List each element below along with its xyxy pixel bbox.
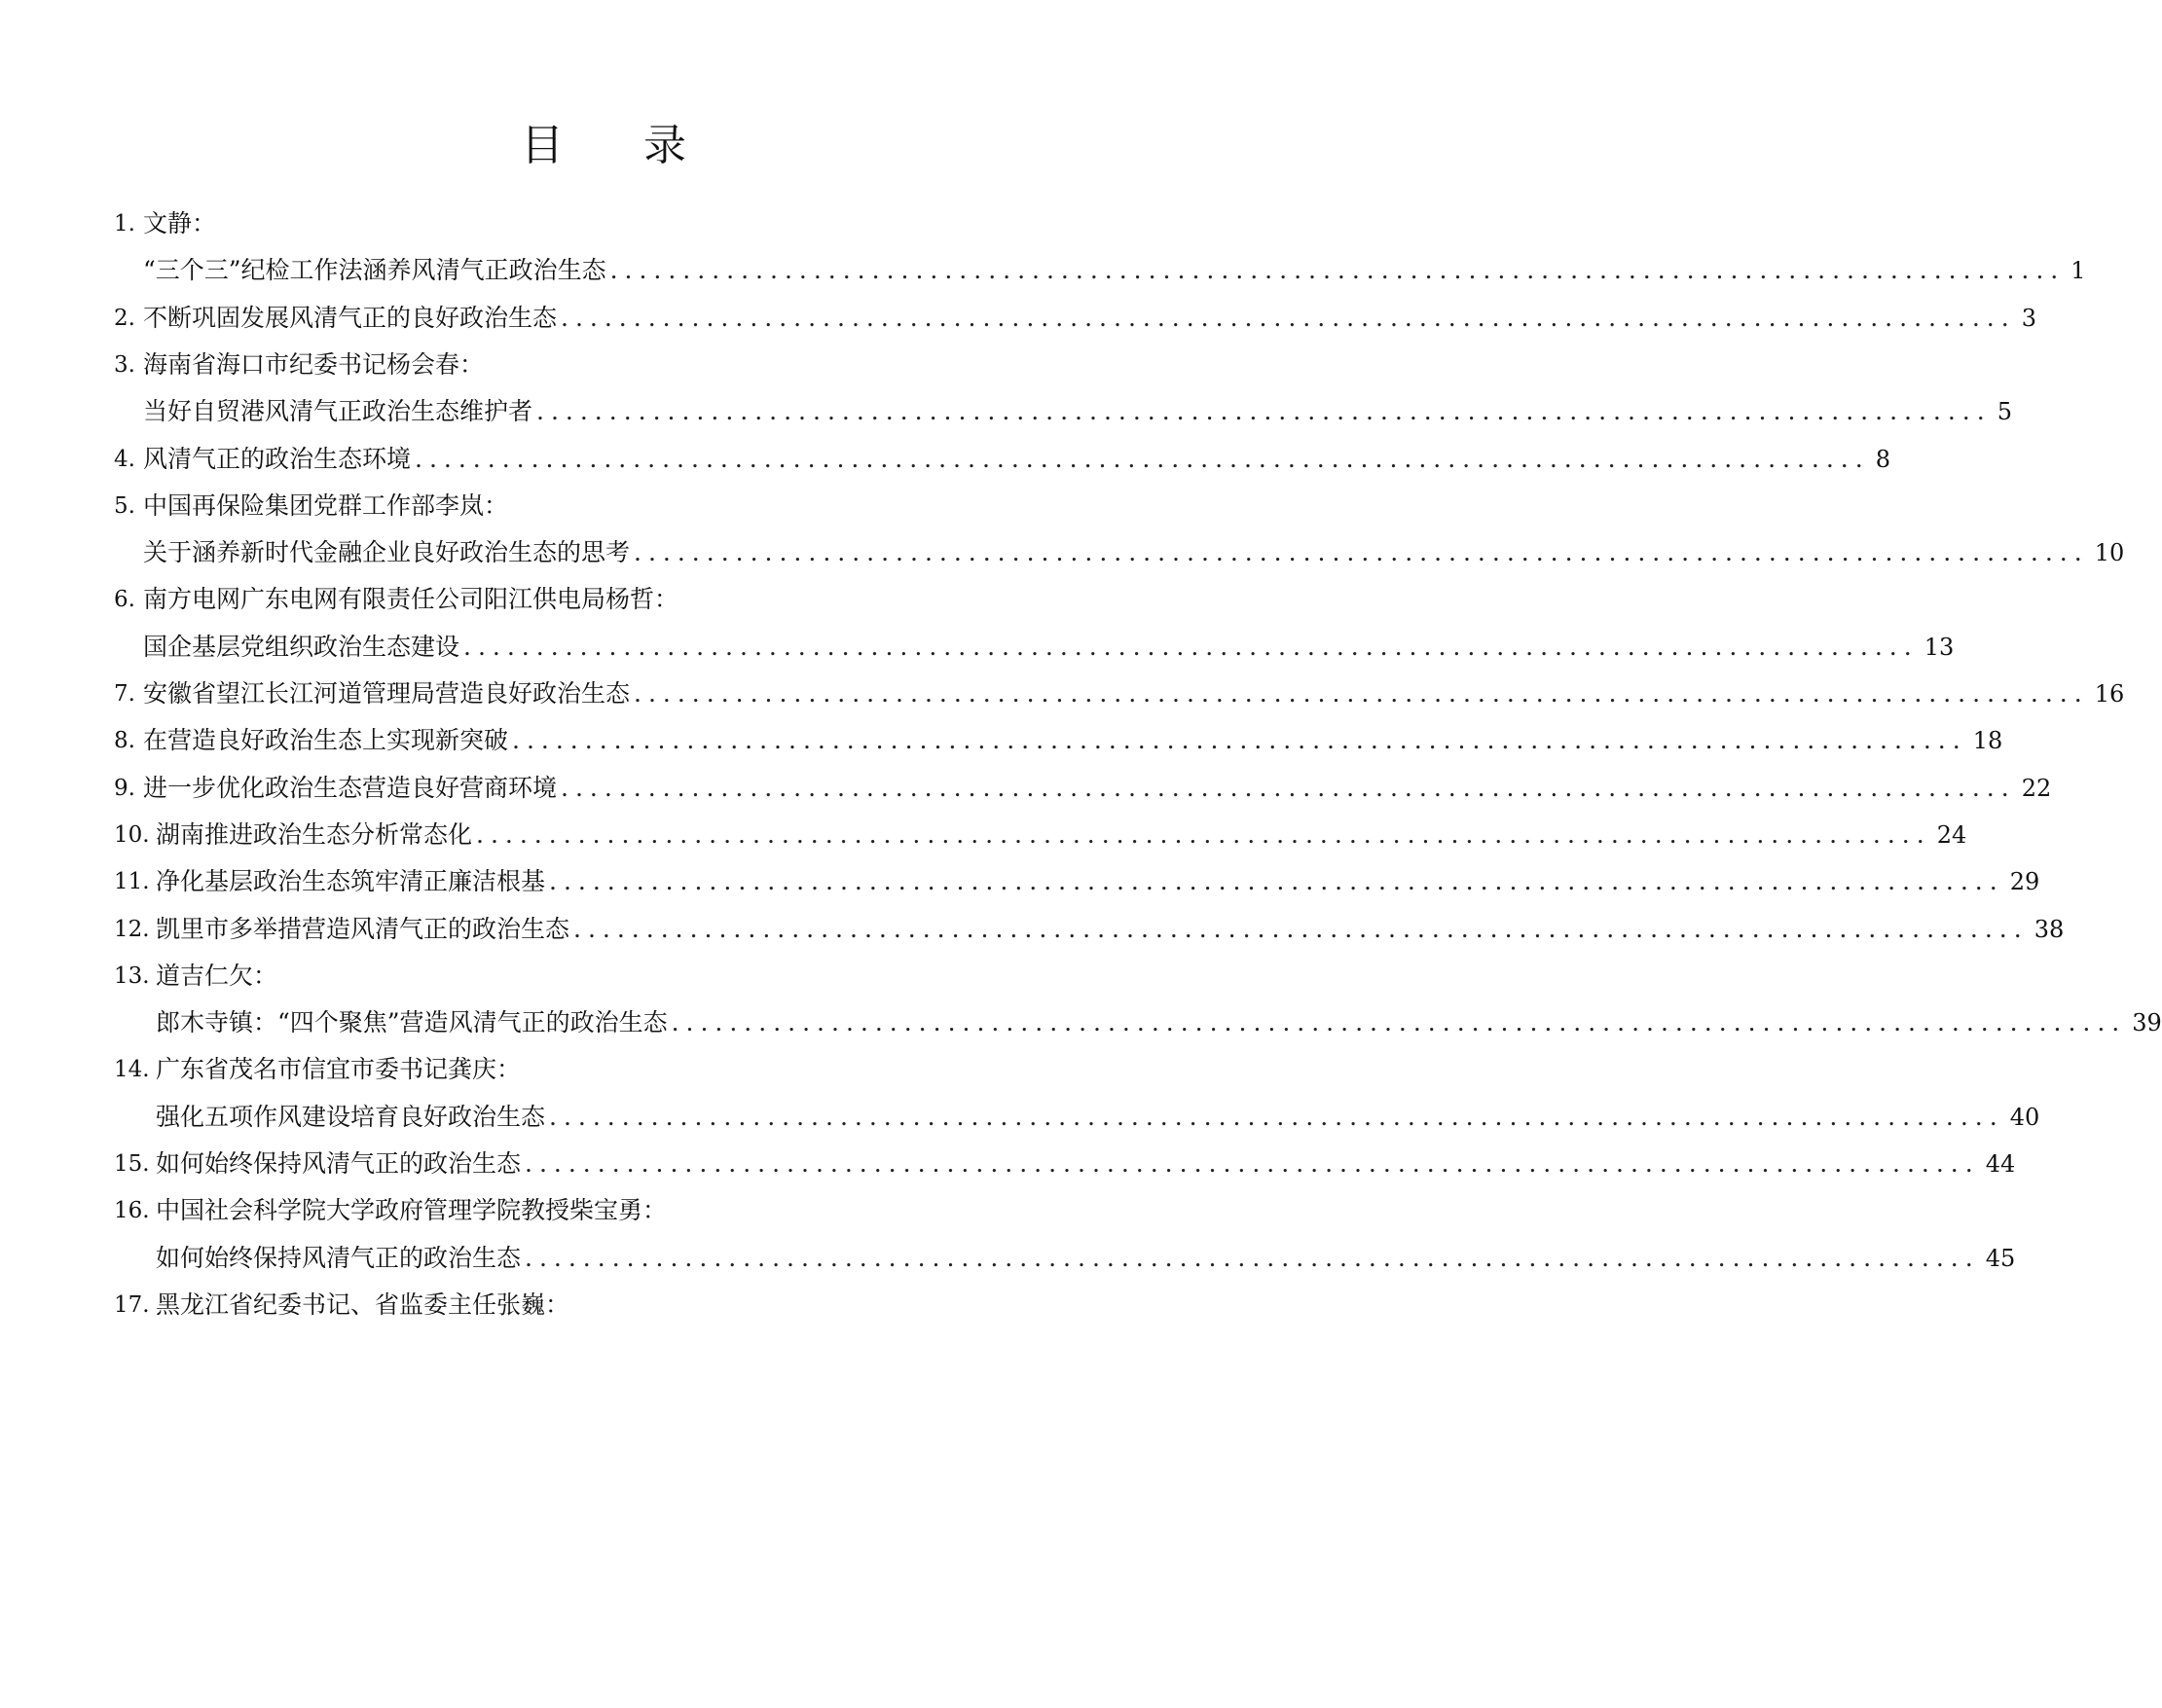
toc-page-number: 29 [2009,868,2040,896]
toc-page-number: 3 [2021,304,2036,332]
toc-entry-title: 湖南推进政治生态分析常态化 [156,819,473,849]
toc-page-number: 13 [1924,633,1955,661]
toc-line [0,674,2125,713]
toc-entry-link[interactable] [156,1145,2016,1183]
toc-entry-title: 关于涵养新时代金融企业良好政治生态的思考 [143,538,631,567]
dot-leader: .................................................................................................... [634,538,2089,567]
toc-entry-link[interactable] [143,674,2125,713]
toc-entry-link[interactable] [156,1098,2040,1137]
toc-page-number: 44 [1985,1150,2016,1178]
toc-line [0,251,2086,290]
toc-line [0,1286,1207,1325]
toc-entry-number: 7. [114,681,135,707]
toc-line [0,769,2052,808]
toc-entry-title: 国企基层党组织政治生态建设 [143,632,460,661]
toc-entry-link[interactable] [143,392,2012,431]
toc-page-number: 45 [1985,1244,2016,1272]
toc-entry-author: 广东省茂名市信宜市委书记龚庆： [156,1055,522,1084]
toc-entry-title: 强化五项作风建设培育良好政治生态 [156,1102,546,1131]
toc-entry-title: 如何始终保持风清气正的政治生态 [156,1243,522,1272]
toc-line [0,1239,2016,1278]
toc-entry-link[interactable] [143,440,1890,479]
toc-entry-link[interactable] [143,299,2036,338]
toc-entry-number: 8. [114,728,135,754]
toc-line [0,1003,2162,1042]
toc-entry-link[interactable] [143,628,1955,667]
toc-entry-link[interactable] [156,862,2040,901]
toc-entry-title: 凯里市多举措营造风清气正的政治生态 [156,914,570,943]
toc-page-number: 39 [2132,1009,2162,1037]
toc-line [0,910,2065,949]
toc-entry-number: 13. [114,963,150,989]
toc-entry-number: 2. [114,305,135,331]
toc-entry-number: 3. [114,351,135,378]
dot-leader: .................................................................................................... [415,444,1870,473]
toc-entry-title: 不断巩固发展风清气正的良好政治生态 [143,303,558,332]
toc-page-number: 10 [2094,539,2125,567]
toc-page-number: 18 [1972,727,2003,755]
toc-entry-number: 15. [114,1151,150,1177]
toc-entry-number: 1. [114,211,135,236]
toc-line [0,487,1207,526]
toc-entry-author: 文静： [143,209,217,237]
toc-entry-number: 4. [114,446,135,472]
toc-line [0,1191,1207,1230]
page-title: 目 录 [521,121,719,170]
toc-page-number: 24 [1936,820,1967,849]
toc-entry-title: 安徽省望江长江河道管理局营造良好政治生态 [143,679,631,708]
toc-line [0,533,2125,572]
toc-entry-number: 12. [114,916,150,942]
toc-entry-title: 进一步优化政治生态营造良好营商环境 [143,773,558,802]
toc-entry-link[interactable] [143,533,2125,572]
toc-entry-author: 南方电网广东电网有限责任公司阳江供电局杨哲： [143,585,679,614]
toc-entry-author: 黑龙江省纪委书记、省监委主任张巍： [156,1290,570,1319]
toc-page-number: 22 [2021,774,2052,802]
toc-line [0,862,2040,901]
toc-entry-author: 中国再保险集团党群工作部李岚： [143,491,509,520]
toc-line [0,440,1890,479]
toc-entry-author: 海南省海口市纪委书记杨会春： [143,349,485,379]
toc-entry-link[interactable] [156,816,1967,854]
toc-entry-link[interactable] [143,769,2052,808]
toc-page-number: 16 [2094,680,2125,708]
toc-page-number: 5 [1997,398,2012,426]
toc-page-number: 1 [2070,257,2086,285]
toc-line [0,1145,2016,1183]
toc-line [0,957,1207,996]
toc-entry-title: 郎木寺镇：“四个聚焦”营造风清气正的政治生态 [156,1008,668,1037]
dot-leader: .................................................................................................... [671,1008,2127,1037]
toc-entry-title: 风清气正的政治生态环境 [143,444,412,473]
toc-line [0,392,2012,431]
dot-leader: .................................................................................................... [573,914,2029,943]
toc-entry-link[interactable] [143,251,2086,290]
toc-page-number: 8 [1875,445,1890,473]
toc-line [0,345,1207,384]
toc-entry-title: 如何始终保持风清气正的政治生态 [156,1149,522,1178]
toc-entry-title: “三个三”纪检工作法涵养风清气正政治生态 [143,256,606,285]
toc-line [0,1050,1207,1089]
dot-leader: .................................................................................................... [609,256,2066,285]
toc-page-number: 40 [2009,1103,2040,1131]
toc-entry-number: 16. [114,1198,150,1224]
dot-leader: .................................................................................................... [549,867,2004,896]
dot-leader: .................................................................................................... [549,1102,2004,1131]
toc-entry-author: 道吉仁欠： [156,961,278,990]
toc-line [0,721,2003,760]
dot-leader: .................................................................................................... [536,397,1992,426]
dot-leader: .................................................................................................... [525,1149,1980,1178]
dot-leader: .................................................................................................... [561,773,2016,802]
toc-entry-link[interactable] [143,721,2003,760]
dot-leader: .................................................................................................... [634,679,2089,708]
toc-page-number: 38 [2034,915,2065,943]
toc-entry-number: 17. [114,1291,150,1318]
dot-leader: .................................................................................................... [476,819,1931,849]
toc-entry-title: 当好自贸港风清气正政治生态维护者 [143,397,533,426]
dot-leader: .................................................................................................... [525,1243,1980,1272]
toc-line [0,580,1207,619]
toc-entry-number: 10. [114,821,150,848]
toc-entry-title: 在营造良好政治生态上实现新突破 [143,726,509,755]
toc-line [0,204,1207,243]
toc-entry-link[interactable] [156,1003,2162,1042]
toc-entry-link[interactable] [156,1239,2016,1278]
toc-entry-title: 净化基层政治生态筑牢清正廉洁根基 [156,867,546,896]
dot-leader: .................................................................................................... [512,726,1967,755]
toc-entry-link[interactable] [156,910,2065,949]
toc-line [0,628,1955,667]
toc-line [0,816,1967,854]
toc-entry-number: 11. [114,869,150,895]
toc-entry-author: 中国社会科学院大学政府管理学院教授柴宝勇： [156,1196,668,1225]
dot-leader: .................................................................................................... [561,303,2016,332]
toc-entry-number: 14. [114,1057,150,1083]
toc-entry-number: 9. [114,775,135,801]
toc-entry-number: 5. [114,492,135,519]
dot-leader: .................................................................................................... [463,632,1919,661]
toc-line [0,1098,2040,1137]
toc-entry-number: 6. [114,587,135,613]
toc-line [0,299,2036,338]
